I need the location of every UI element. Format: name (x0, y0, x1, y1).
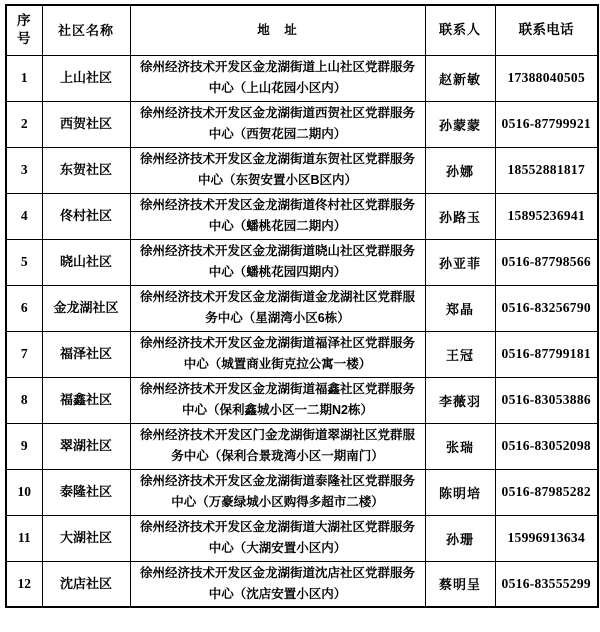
table-row (6, 101, 598, 147)
table-body (6, 55, 598, 607)
contact-phone: 0516-87985282 (495, 469, 598, 515)
header-community-name: 社区名称 (42, 5, 130, 55)
community-name: 大湖社区 (42, 515, 130, 561)
contact-person: 郑晶 (425, 285, 495, 331)
contact-phone: 0516-87799181 (495, 331, 598, 377)
community-name: 上山社区 (42, 55, 130, 101)
contact-person: 赵新敏 (425, 55, 495, 101)
community-address: 徐州经济技术开发区金龙湖街道西贺社区党群服务中心（西贺花园二期内） (130, 101, 425, 147)
community-name: 福鑫社区 (42, 377, 130, 423)
row-number: 6 (6, 285, 42, 331)
community-contact-table (5, 4, 599, 608)
contact-person: 陈明培 (425, 469, 495, 515)
row-number: 1 (6, 55, 42, 101)
table-row (6, 515, 598, 561)
contact-person: 李薇羽 (425, 377, 495, 423)
contact-person: 孙珊 (425, 515, 495, 561)
row-number: 4 (6, 193, 42, 239)
row-number: 7 (6, 331, 42, 377)
row-number: 10 (6, 469, 42, 515)
community-name: 佟村社区 (42, 193, 130, 239)
table-row (6, 147, 598, 193)
row-number: 9 (6, 423, 42, 469)
community-name: 沈店社区 (42, 561, 130, 607)
community-name: 泰隆社区 (42, 469, 130, 515)
contact-phone: 0516-83256790 (495, 285, 598, 331)
contact-phone: 15996913634 (495, 515, 598, 561)
community-name: 翠湖社区 (42, 423, 130, 469)
contact-phone: 0516-83053886 (495, 377, 598, 423)
community-address: 徐州经济技术开发区金龙湖街道大湖社区党群服务中心（大湖安置小区内） (130, 515, 425, 561)
community-address: 徐州经济技术开发区金龙湖街道金龙湖社区党群服务中心（星湖湾小区6栋） (130, 285, 425, 331)
row-number: 5 (6, 239, 42, 285)
community-address: 徐州经济技术开发区金龙湖街道沈店社区党群服务中心（沈店安置小区内） (130, 561, 425, 607)
header-contact-phone: 联系电话 (495, 5, 598, 55)
community-name: 晓山社区 (42, 239, 130, 285)
table-row (6, 331, 598, 377)
contact-phone: 18552881817 (495, 147, 598, 193)
community-name: 东贺社区 (42, 147, 130, 193)
table-row (6, 239, 598, 285)
contact-phone: 0516-83052098 (495, 423, 598, 469)
table-row (6, 561, 598, 607)
table-row (6, 285, 598, 331)
contact-phone: 17388040505 (495, 55, 598, 101)
contact-person: 孙路玉 (425, 193, 495, 239)
community-name: 金龙湖社区 (42, 285, 130, 331)
table-row (6, 193, 598, 239)
header-row (6, 5, 598, 55)
row-number: 11 (6, 515, 42, 561)
header-address: 地 址 (130, 5, 425, 55)
community-address: 徐州经济技术开发区金龙湖街道上山社区党群服务中心（上山花园小区内） (130, 55, 425, 101)
row-number: 8 (6, 377, 42, 423)
row-number: 2 (6, 101, 42, 147)
header-contact-person: 联系人 (425, 5, 495, 55)
table-row (6, 377, 598, 423)
contact-phone: 0516-83555299 (495, 561, 598, 607)
contact-person: 张瑞 (425, 423, 495, 469)
community-address: 徐州经济技术开发区金龙湖街道福泽社区党群服务中心（城置商业街克拉公寓一楼） (130, 331, 425, 377)
row-number: 3 (6, 147, 42, 193)
table-row (6, 55, 598, 101)
community-address: 徐州经济技术开发区金龙湖街道泰隆社区党群服务中心（万豪绿城小区购得多超市二楼） (130, 469, 425, 515)
table-header (6, 5, 598, 55)
community-address: 徐州经济技术开发区金龙湖街道晓山社区党群服务中心（蟠桃花园四期内） (130, 239, 425, 285)
contact-person: 孙亚菲 (425, 239, 495, 285)
contact-phone: 0516-87798566 (495, 239, 598, 285)
community-name: 福泽社区 (42, 331, 130, 377)
community-address: 徐州经济技术开发区门金龙湖街道翠湖社区党群服务中心（保利合景珑湾小区一期南门） (130, 423, 425, 469)
contact-phone: 15895236941 (495, 193, 598, 239)
contact-person: 蔡明呈 (425, 561, 495, 607)
community-address: 徐州经济技术开发区金龙湖街道东贺社区党群服务中心（东贺安置小区B区内） (130, 147, 425, 193)
contact-person: 孙蒙蒙 (425, 101, 495, 147)
table-row (6, 423, 598, 469)
header-serial-number: 序号 (6, 5, 42, 55)
community-address: 徐州经济技术开发区金龙湖街道佟村社区党群服务中心（蟠桃花园二期内） (130, 193, 425, 239)
row-number: 12 (6, 561, 42, 607)
community-address: 徐州经济技术开发区金龙湖街道福鑫社区党群服务中心（保利鑫城小区一二期N2栋） (130, 377, 425, 423)
contact-person: 王冠 (425, 331, 495, 377)
community-name: 西贺社区 (42, 101, 130, 147)
contact-person: 孙娜 (425, 147, 495, 193)
table-row (6, 469, 598, 515)
contact-phone: 0516-87799921 (495, 101, 598, 147)
